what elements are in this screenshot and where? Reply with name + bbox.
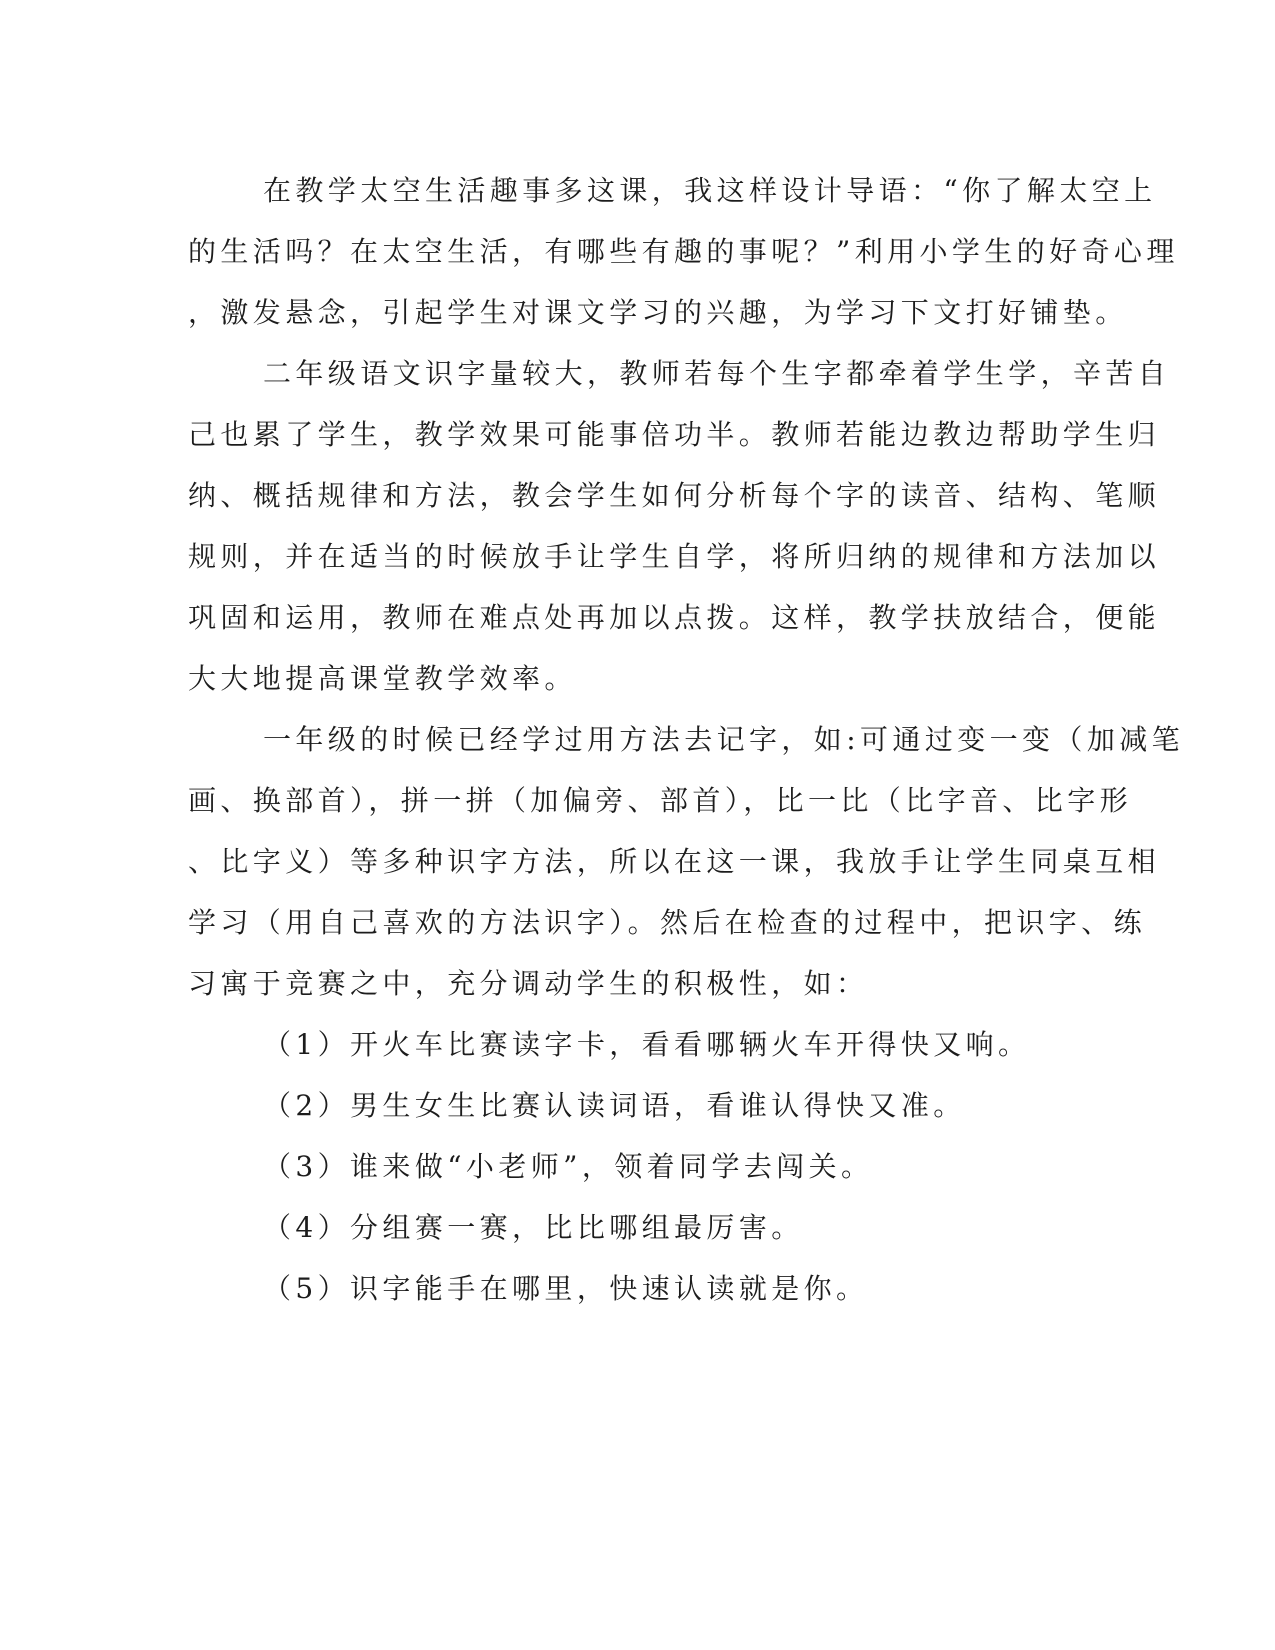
paragraph-line: 、比字义）等多种识字方法，所以在这一课，我放手让学生同桌互相 [188,845,1161,878]
list-item: （2）男生女生比赛认读词语，看谁认得快又准。 [263,1089,966,1122]
paragraph-line: 画、换部首），拼一拼（加偏旁、部首），比一比（比字音、比字形 [188,784,1133,817]
paragraph-2 [188,343,1171,709]
paragraph-line: 在教学太空生活趣事多这课，我这样设计导语：“你了解太空上 [263,174,1157,207]
paragraph-line: 一年级的时候已经学过用方法去记字，如:可通过变一变（加减笔 [263,723,1185,756]
paragraph-line: 规则，并在适当的时候放手让学生自学，将所归纳的规律和方法加以 [188,540,1161,573]
paragraph-line: 大大地提高课堂教学效率。 [188,662,577,695]
list-item: （5）识字能手在哪里，快速认读就是你。 [263,1272,869,1305]
paragraph-line: 习寓于竞赛之中，充分调动学生的积极性，如： [188,967,869,1000]
numbered-list [188,1014,1088,1319]
paragraph-line: 的生活吗？在太空生活，有哪些有趣的事呢？”利用小学生的好奇心理 [188,235,1179,268]
paragraph-line: ，激发悬念，引起学生对课文学习的兴趣，为学习下文打好铺垫。 [188,296,1128,329]
paragraph-line: 学习（用自己喜欢的方法识字）。然后在检查的过程中，把识字、练 [188,906,1147,939]
document-body [188,160,1185,1319]
paragraph-line: 巩固和运用，教师在难点处再加以点拨。这样，教学扶放结合，便能 [188,601,1161,634]
list-item: （1）开火车比赛读字卡，看看哪辆火车开得快又响。 [263,1028,1031,1061]
paragraph-line: 二年级语文识字量较大，教师若每个生字都牵着学生学，辛苦自 [263,357,1171,390]
list-item: （4）分组赛一赛，比比哪组最厉害。 [263,1211,804,1244]
paragraph-3 [188,709,1185,1014]
paragraph-line: 己也累了学生，教学效果可能事倍功半。教师若能边教边帮助学生归 [188,418,1161,451]
list-item: （3）谁来做“小老师”，领着同学去闯关。 [263,1150,874,1183]
paragraph-line: 纳、概括规律和方法，教会学生如何分析每个字的读音、结构、笔顺 [188,479,1161,512]
paragraph-1 [188,160,1179,343]
